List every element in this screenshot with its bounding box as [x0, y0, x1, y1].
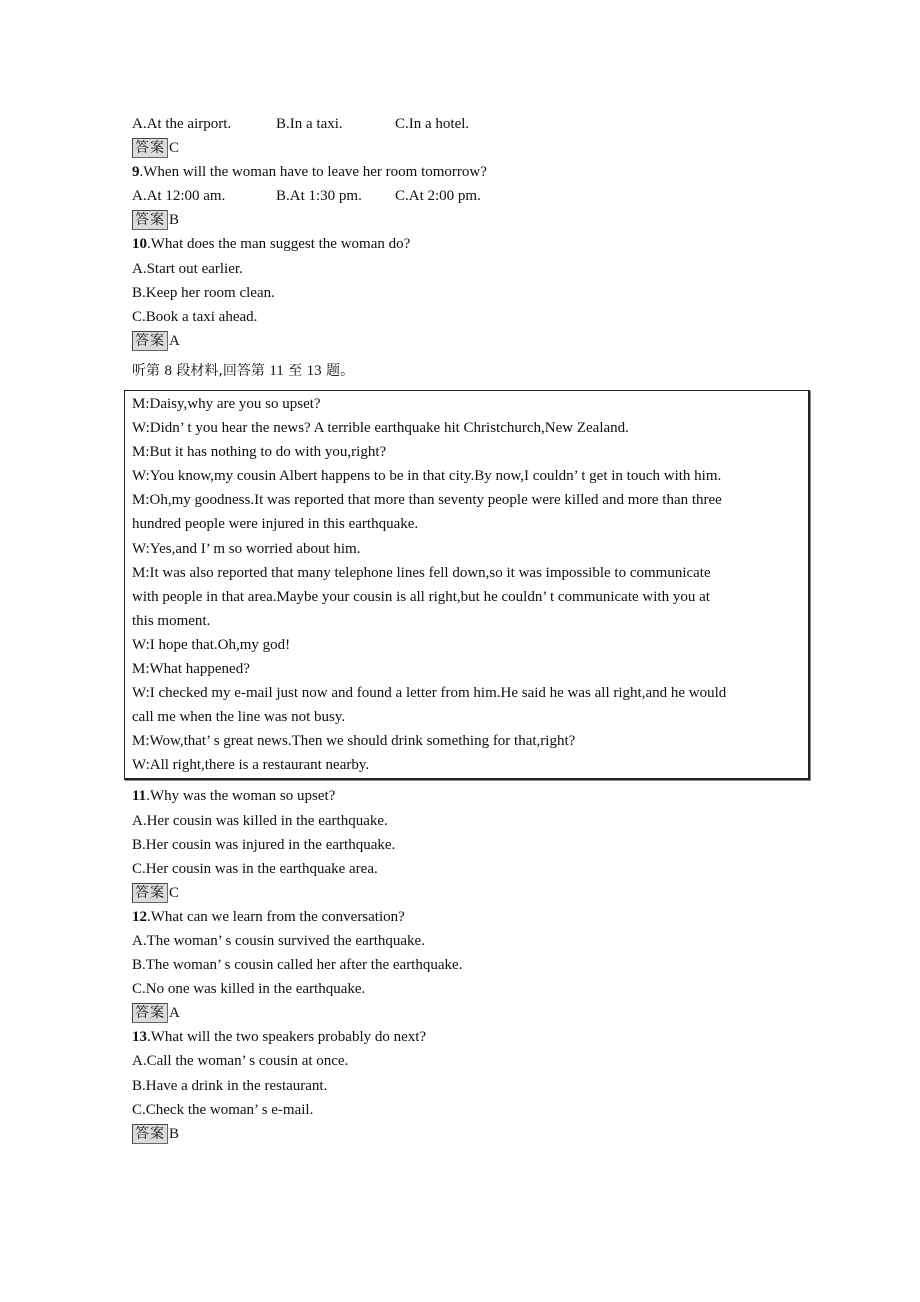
answer-badge: 答案 [132, 1003, 168, 1023]
answer-value: C [169, 884, 180, 901]
dialog-transcript-box [124, 390, 810, 781]
dialog-line: W:All right,there is a restaurant nearby. [132, 757, 370, 774]
section-text: 听第 [132, 362, 165, 379]
dialog-line: M:Daisy,why are you so upset? [132, 395, 321, 412]
question-number: 9 [132, 164, 140, 181]
dialog-line: W:Didn’ t you hear the news? A terrible earthquake hit Christchurch,New Zealand. [132, 420, 629, 437]
dialog-line: with people in that area.Maybe your cousin is all right,but he couldn’ t communicate with you at [132, 588, 710, 605]
q11-option-b: B.Her cousin was injured in the earthquake. [132, 836, 396, 853]
dialog-line: W:I hope that.Oh,my god! [132, 636, 291, 653]
document-page [132, 112, 802, 1146]
q9-options [132, 184, 802, 208]
section-heading [132, 358, 802, 384]
q13-option-c: C.Check the woman’ s e-mail. [132, 1101, 314, 1118]
q8-option-b: B.In a taxi. [276, 116, 343, 132]
dialog-line: hundred people were injured in this earthquake. [132, 516, 419, 533]
dialog-line: W:I checked my e-mail just now and found a letter from him.He said he was all right,and he would [132, 685, 727, 702]
q8-option-a: A.At the airport. [132, 116, 232, 132]
question-text: .What does the man suggest the woman do? [147, 236, 411, 253]
dialog-line: M:Wow,that’ s great news.Then we should drink something for that,right? [132, 733, 576, 750]
dialog-line: W:You know,my cousin Albert happens to be in that city.By now,I couldn’ t get in touch with him. [132, 468, 722, 485]
question-text: .What will the two speakers probably do next? [147, 1029, 427, 1046]
q8-answer [132, 136, 802, 160]
section-text: 段材料,回答第 [171, 362, 270, 379]
q10-option-a: A.Start out earlier. [132, 260, 243, 277]
q10-answer [132, 329, 802, 353]
answer-badge: 答案 [132, 331, 168, 351]
dialog-line: this moment. [132, 612, 211, 629]
q9-question [132, 160, 802, 184]
q9-option-b: B.At 1:30 pm. [276, 188, 362, 205]
q8-options [132, 112, 802, 136]
question-number: 12 [132, 908, 147, 925]
answer-value: A [169, 1005, 180, 1022]
dialog-line: M:What happened? [132, 660, 250, 677]
q13-option-a: A.Call the woman’ s cousin at once. [132, 1053, 349, 1070]
section-text: 题。 [321, 362, 355, 379]
q12-option-c: C.No one was killed in the earthquake. [132, 981, 366, 998]
section-text: 至 [283, 362, 307, 379]
answer-value: C [169, 140, 180, 157]
answer-badge: 答案 [132, 138, 168, 158]
q10-option-c: C.Book a taxi ahead. [132, 308, 258, 325]
q10-option-b: B.Keep her room clean. [132, 284, 275, 301]
q8-option-c: C.In a hotel. [395, 116, 470, 132]
q12-option-a: A.The woman’ s cousin survived the earthquake. [132, 933, 425, 949]
q11-option-c: C.Her cousin was in the earthquake area. [132, 860, 378, 877]
q13-question [132, 1025, 802, 1049]
section-number: 13 [306, 362, 322, 379]
answer-badge: 答案 [132, 210, 168, 230]
question-number: 11 [132, 788, 147, 805]
question-text: .What can we learn from the conversation? [147, 908, 405, 925]
q13-option-b: B.Have a drink in the restaurant. [132, 1077, 328, 1094]
q12-answer [132, 1001, 802, 1025]
question-text: .Why was the woman so upset? [146, 788, 336, 805]
question-text: .When will the woman have to leave her room tomorrow? [139, 164, 487, 181]
dialog-line: W:Yes,and I’ m so worried about him. [132, 540, 361, 557]
dialog-line: call me when the line was not busy. [132, 709, 346, 726]
question-number: 10 [132, 236, 147, 253]
q12-question [132, 905, 802, 929]
question-number: 13 [132, 1029, 147, 1046]
q11-answer [132, 881, 802, 905]
dialog-line: M:Oh,my goodness.It was reported that more than seventy people were killed and more than three [132, 492, 722, 509]
answer-value: B [169, 212, 180, 229]
answer-badge: 答案 [132, 1124, 168, 1144]
dialog-line: M:It was also reported that many telephone lines fell down,so it was impossible to communicate [132, 564, 711, 581]
q10-question [132, 232, 802, 256]
section-number: 8 [164, 362, 172, 379]
q12-option-b: B.The woman’ s cousin called her after the earthquake. [132, 957, 463, 974]
answer-badge: 答案 [132, 883, 168, 903]
q13-answer [132, 1122, 802, 1146]
dialog-line: M:But it has nothing to do with you,right? [132, 444, 387, 461]
q11-question [132, 784, 802, 808]
q9-answer [132, 208, 802, 232]
section-number: 11 [269, 362, 284, 379]
answer-value: B [169, 1125, 180, 1142]
q11-option-a: A.Her cousin was killed in the earthquake. [132, 812, 388, 829]
q9-option-a: A.At 12:00 am. [132, 188, 226, 205]
answer-value: A [169, 332, 180, 349]
q9-option-c: C.At 2:00 pm. [395, 188, 481, 205]
